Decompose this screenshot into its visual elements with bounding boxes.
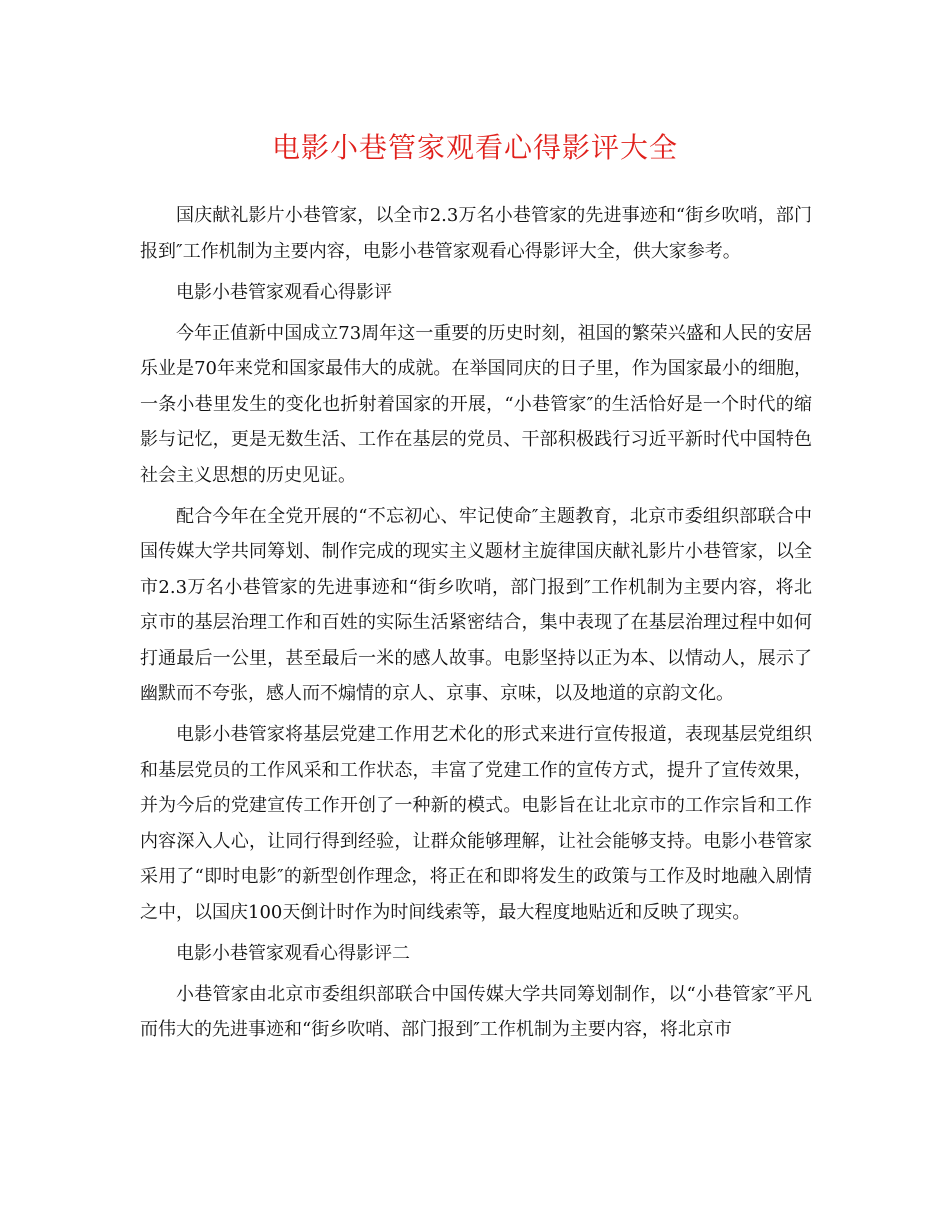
body-paragraph: 配合今年在全党开展的“不忘初心、牢记使命″主题教育，北京市委组织部联合中国传媒大学共同筹划、制作完成的现实主义题材主旋律国庆献礼影片小巷管家，以全市2.3万名小巷管家的先进事迹和“街乡吹哨，部门报到″工作机制为主要内容，将北京市的基层治理工作和百姓的实际生活紧密结合，集中表现了在基层治理过程中如何打通最后一公里，甚至最后一米的感人故事。电影坚持以正为本、以情动人，展示了幽默而不夸张，感人而不煽情的京人、京事、京味，以及地道的京韵文化。 — [140, 505, 812, 704]
section-heading: 电影小巷管家观看心得影评 — [176, 281, 392, 303]
body-paragraph: 小巷管家由北京市委组织部联合中国传媒大学共同筹划制作，以“小巷管家″平凡而伟大的先进事迹和“街乡吹哨、部门报到″工作机制为主要内容，将北京市 — [140, 983, 812, 1040]
body-paragraph: 电影小巷管家将基层党建工作用艺术化的形式来进行宣传报道，表现基层党组织和基层党员的工作风采和工作状态，丰富了党建工作的宣传方式，提升了宣传效果，并为今后的党建宣传工作开创了一种新的模式。电影旨在让北京市的工作宗旨和工作内容深入人心，让同行得到经验，让群众能够理解，让社会能够支持。电影小巷管家采用了“即时电影″的新型创作理念，将正在和即将发生的政策与工作及时地融入剧情之中，以国庆100天倒计时作为时间线索等，最大程度地贴近和反映了现实。 — [140, 724, 812, 923]
intro-paragraph: 国庆献礼影片小巷管家，以全市2.3万名小巷管家的先进事迹和“街乡吹哨，部门报到″工作机制为主要内容，电影小巷管家观看心得影评大全，供大家参考。 — [140, 205, 812, 262]
document-title: 电影小巷管家观看心得影评大全 — [271, 131, 678, 164]
section-heading: 电影小巷管家观看心得影评二 — [176, 942, 410, 964]
document-body — [140, 198, 812, 1053]
body-paragraph: 今年正值新中国成立73周年这一重要的历史时刻，祖国的繁荣兴盛和人民的安居乐业是70年来党和国家最伟大的成就。在举国同庆的日子里，作为国家最小的细胞，一条小巷里发生的变化也折射着国家的开展，“小巷管家″的生活恰好是一个时代的缩影与记忆，更是无数生活、工作在基层的党员、干部积极践行习近平新时代中国特色社会主义思想的历史见证。 — [140, 322, 812, 486]
